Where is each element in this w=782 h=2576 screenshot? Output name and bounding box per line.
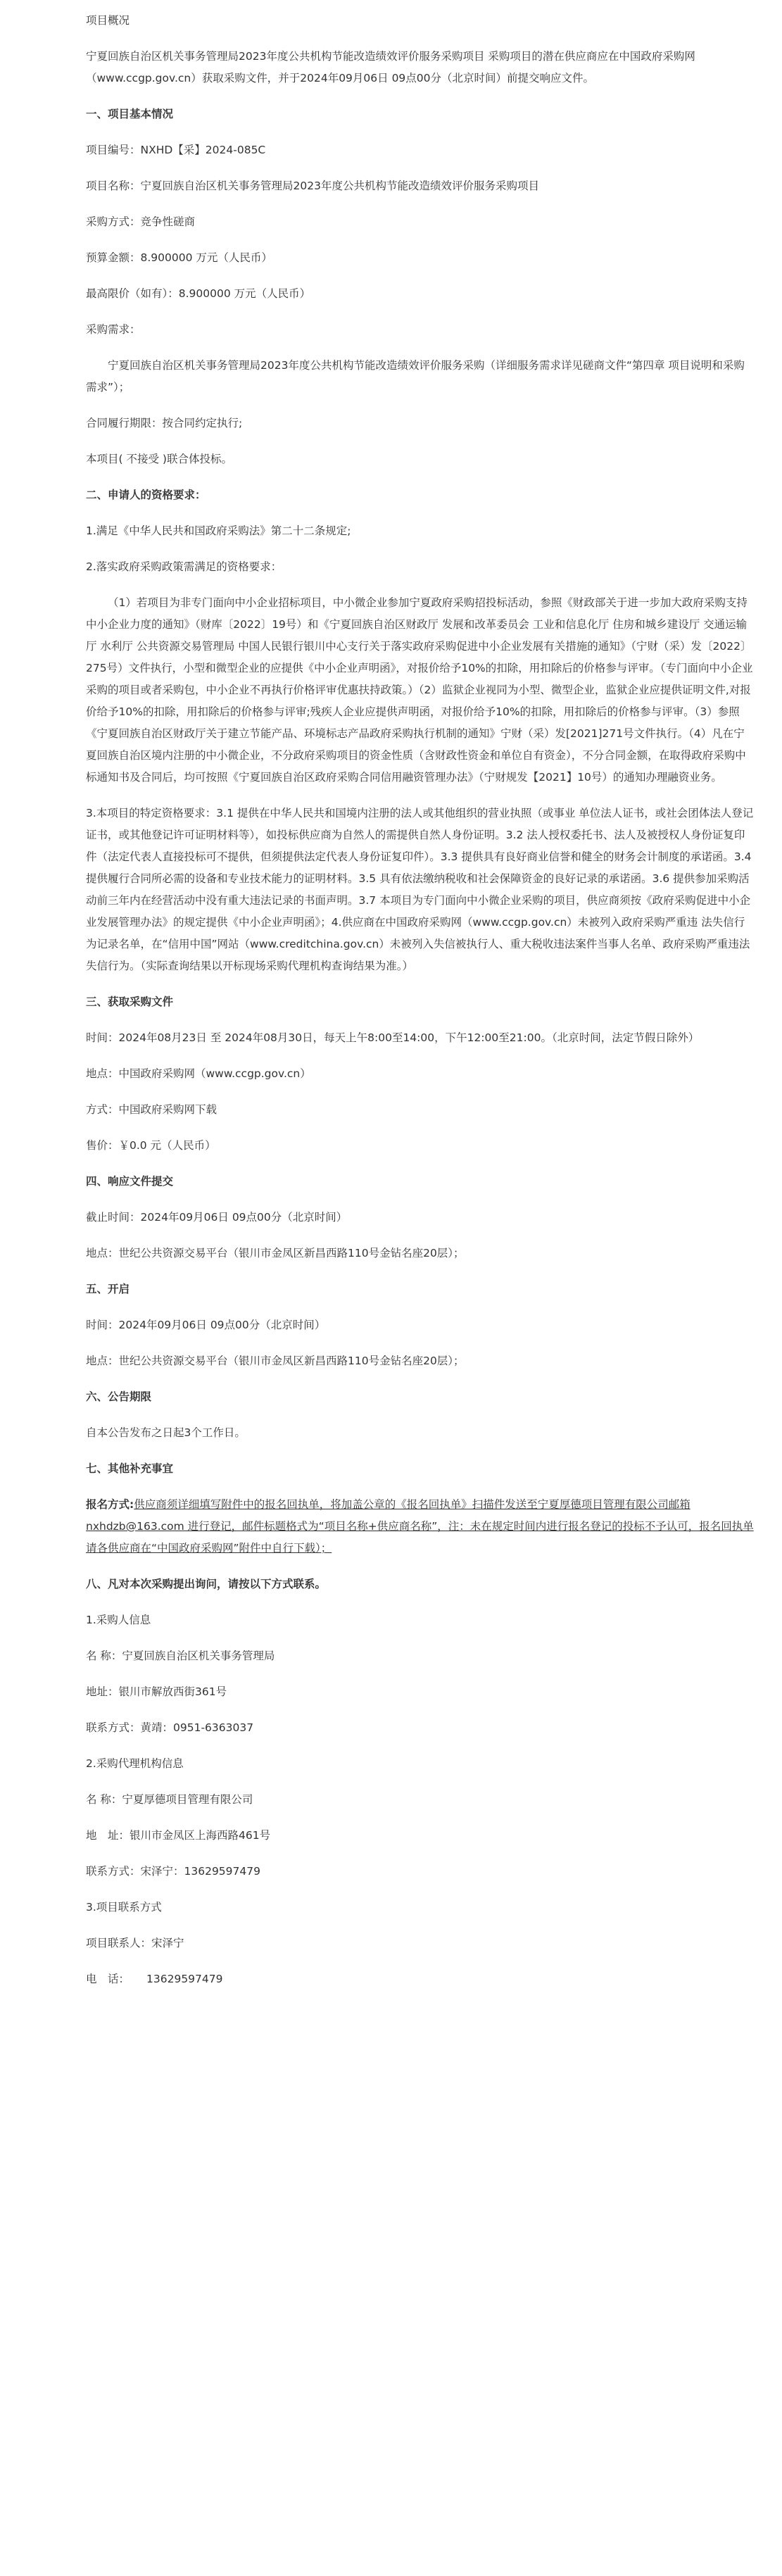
procurement-method: 采购方式：竞争性磋商: [86, 215, 196, 228]
opening-time: 时间：2024年09月06日 09点00分（北京时间）: [86, 1319, 326, 1331]
buyer-contact: 联系方式：黄靖：0951-6363037: [86, 1721, 254, 1734]
buyer-info-title: 1.采购人信息: [86, 1614, 151, 1626]
section-3-heading: 三、获取采购文件: [86, 995, 174, 1008]
obtain-method: 方式：中国政府采购网下载: [86, 1103, 217, 1116]
buyer-address: 地址：银川市解放西街361号: [86, 1685, 227, 1698]
registration-method: [86, 1494, 754, 1559]
policy-text: （1）若项目为非专门面向中小企业招标项目，中小微企业参加宁夏政府采购招投标活动，参照《财政部关于进一步加大政府采购支持中小企业力度的通知》（财库〔2022〕19号）和《宁夏回族自治区财政厅 发展和改革委员会 工业和信息化厅 住房和城乡建设厅 交通运输厅 水利厅 公共资源交易管理局 中国人民银行银川中心支行关于落实政府采购促进中小企业发展有关措施的通知》（宁财（采）发〔2022〕275号）文件执行，小型和微型企业的应提供《中小企业声明函》，对报价给予10%的扣除，用扣除后的价格参与评审。（专门面向中小企业采购的项目或者采购包，中小企业不再执行价格评审优惠扶持政策。）（2）监狱企业视同为小型、微型企业，监狱企业应提供证明文件,对报价给予10%的扣除，用扣除后的价格参与评审;残疾人企业应提供声明函，对报价给予10%的扣除，用扣除后的价格参与评审。（3）参照《宁夏回族自治区财政厅关于建立节能产品、环境标志产品政府采购执行机制的通知》宁财（采）发[2021]271号文件执行。（4）凡在宁夏回族自治区境内注册的中小微企业，不分政府采购项目的资金性质（含财政性资金和单位自有资金），不分合同金额，在取得政府采购中标通知书及合同后，均可按照《宁夏回族自治区政府采购合同信用融资管理办法》（宁财规发【2021】10号）的通知办理融资业务。: [86, 596, 753, 784]
phone-number: 13629597479: [146, 1973, 223, 1985]
section-4-heading: 四、响应文件提交: [86, 1175, 174, 1188]
needs-text: 宁夏回族自治区机关事务管理局2023年度公共机构节能改造绩效评价服务采购（详细服务需求详见磋商文件“第四章 项目说明和采购需求”）；: [86, 359, 745, 394]
agency-info-title: 2.采购代理机构信息: [86, 1757, 184, 1770]
buyer-name: 名 称：宁夏回族自治区机关事务管理局: [86, 1650, 275, 1662]
submit-place: 地点：世纪公共资源交易平台（银川市金凤区新昌西路110号金钻名座20层）；: [86, 1247, 465, 1259]
project-contact-title: 3.项目联系方式: [86, 1901, 162, 1914]
section-6-heading: 六、公告期限: [86, 1390, 152, 1403]
submit-deadline: 截止时间：2024年09月06日 09点00分（北京时间）: [86, 1211, 348, 1224]
qualification-item-2: 2.落实政府采购政策需满足的资格要求：: [86, 560, 282, 573]
overview-title: 项目概况: [86, 14, 130, 27]
consortium-note: 本项目( 不接受 )联合体投标。: [86, 453, 232, 465]
qualification-item-3: 3.本项目的特定资格要求：3.1 提供在中华人民共和国境内注册的法人或其他组织的营业执照（或事业 单位法人证书，或社会团体法人登记证书，或其他登记许可证明材料等），如投标供应商为自然人的需提供自然人身份证明。3.2 法人授权委托书、法人及被授权人身份证复印件（法定代表人直接投标可不提供，但须提供法定代表人身份证复印件）。3.3 提供具有良好商业信誉和健全的财务会计制度的承诺函。3.4 提供履行合同所必需的设备和专业技术能力的证明材料。3.5 具有依法缴纳税收和社会保障资金的良好记录的承诺函。3.6 提供参加采购活动前三年内在经营活动中没有重大违法记录的书面声明。3.7 本项目为专门面向中小微企业采购的项目，供应商须按《政府采购促进中小企业发展管理办法》的规定提供《中小企业声明函》；4.供应商在中国政府采购网（www.ccgp.gov.cn）未被列入政府采购严重违 法失信行为记录名单，在“信用中国”网站（www.creditchina.gov.cn）未被列入失信被执行人、重大税收违法案件当事人名单、政府采购严重违法失信行为。（实际查询结果以开标现场采购代理机构查询结果为准。）: [86, 807, 754, 972]
section-8-heading: 八、凡对本次采购提出询问，请按以下方式联系。: [86, 1578, 327, 1590]
agency-address: 地 址：银川市金凤区上海西路461号: [86, 1829, 271, 1842]
agency-name: 名 称：宁夏厚德项目管理有限公司: [86, 1793, 253, 1806]
section-7-heading: 七、其他补充事宜: [86, 1462, 174, 1475]
project-contact-person: 项目联系人：宋泽宁: [86, 1937, 184, 1949]
project-contact-phone: [86, 1968, 754, 1990]
document-price: 售价：￥0.0 元（人民币）: [86, 1139, 216, 1152]
needs-label: 采购需求：: [86, 323, 141, 336]
section-2-heading: 二、申请人的资格要求：: [86, 489, 206, 501]
registration-text: 供应商须详细填写附件中的报名回执单，将加盖公章的《报名回执单》扫描件发送至宁夏厚德项目管理有限公司邮箱nxhdzb@163.com 进行登记，邮件标题格式为“项目名称+供应商名称”，注：未在规定时间内进行报名登记的投标不予认可，报名回执单请各供应商在“中国政府采购网”附件中自行下载）；: [86, 1498, 754, 1554]
section-5-heading: 五、开启: [86, 1283, 130, 1295]
project-number: 项目编号：NXHD【采】2024-085C: [86, 144, 266, 156]
contract-period: 合同履行期限：按合同约定执行;: [86, 417, 243, 429]
qualification-item-1: 1.满足《中华人民共和国政府采购法》第二十二条规定;: [86, 524, 351, 537]
section-1-heading: 一、项目基本情况: [86, 108, 174, 120]
project-name: 项目名称：宁夏回族自治区机关事务管理局2023年度公共机构节能改造绩效评价服务采购项目: [86, 180, 539, 192]
budget-amount: 预算金额：8.900000 万元（人民币）: [86, 251, 272, 264]
max-price: 最高限价（如有）：8.900000 万元（人民币）: [86, 287, 311, 300]
registration-label: 报名方式:: [86, 1498, 134, 1511]
overview-text: 宁夏回族自治区机关事务管理局2023年度公共机构节能改造绩效评价服务采购项目 采购项目的潜在供应商应在中国政府采购网（www.ccgp.gov.cn）获取采购文件，并于2024年09月06日 09点00分（北京时间）前提交响应文件。: [86, 50, 695, 84]
notice-period: 自本公告发布之日起3个工作日。: [86, 1426, 246, 1439]
agency-contact: 联系方式：宋泽宁：13629597479: [86, 1865, 260, 1878]
obtain-place: 地点：中国政府采购网（www.ccgp.gov.cn）: [86, 1067, 311, 1080]
opening-place: 地点：世纪公共资源交易平台（银川市金凤区新昌西路110号金钻名座20层）；: [86, 1355, 465, 1367]
obtain-time: 时间：2024年08月23日 至 2024年08月30日，每天上午8:00至14:00，下午12:00至21:00。（北京时间，法定节假日除外）: [86, 1031, 700, 1044]
phone-label: 电 话：: [86, 1973, 130, 1985]
